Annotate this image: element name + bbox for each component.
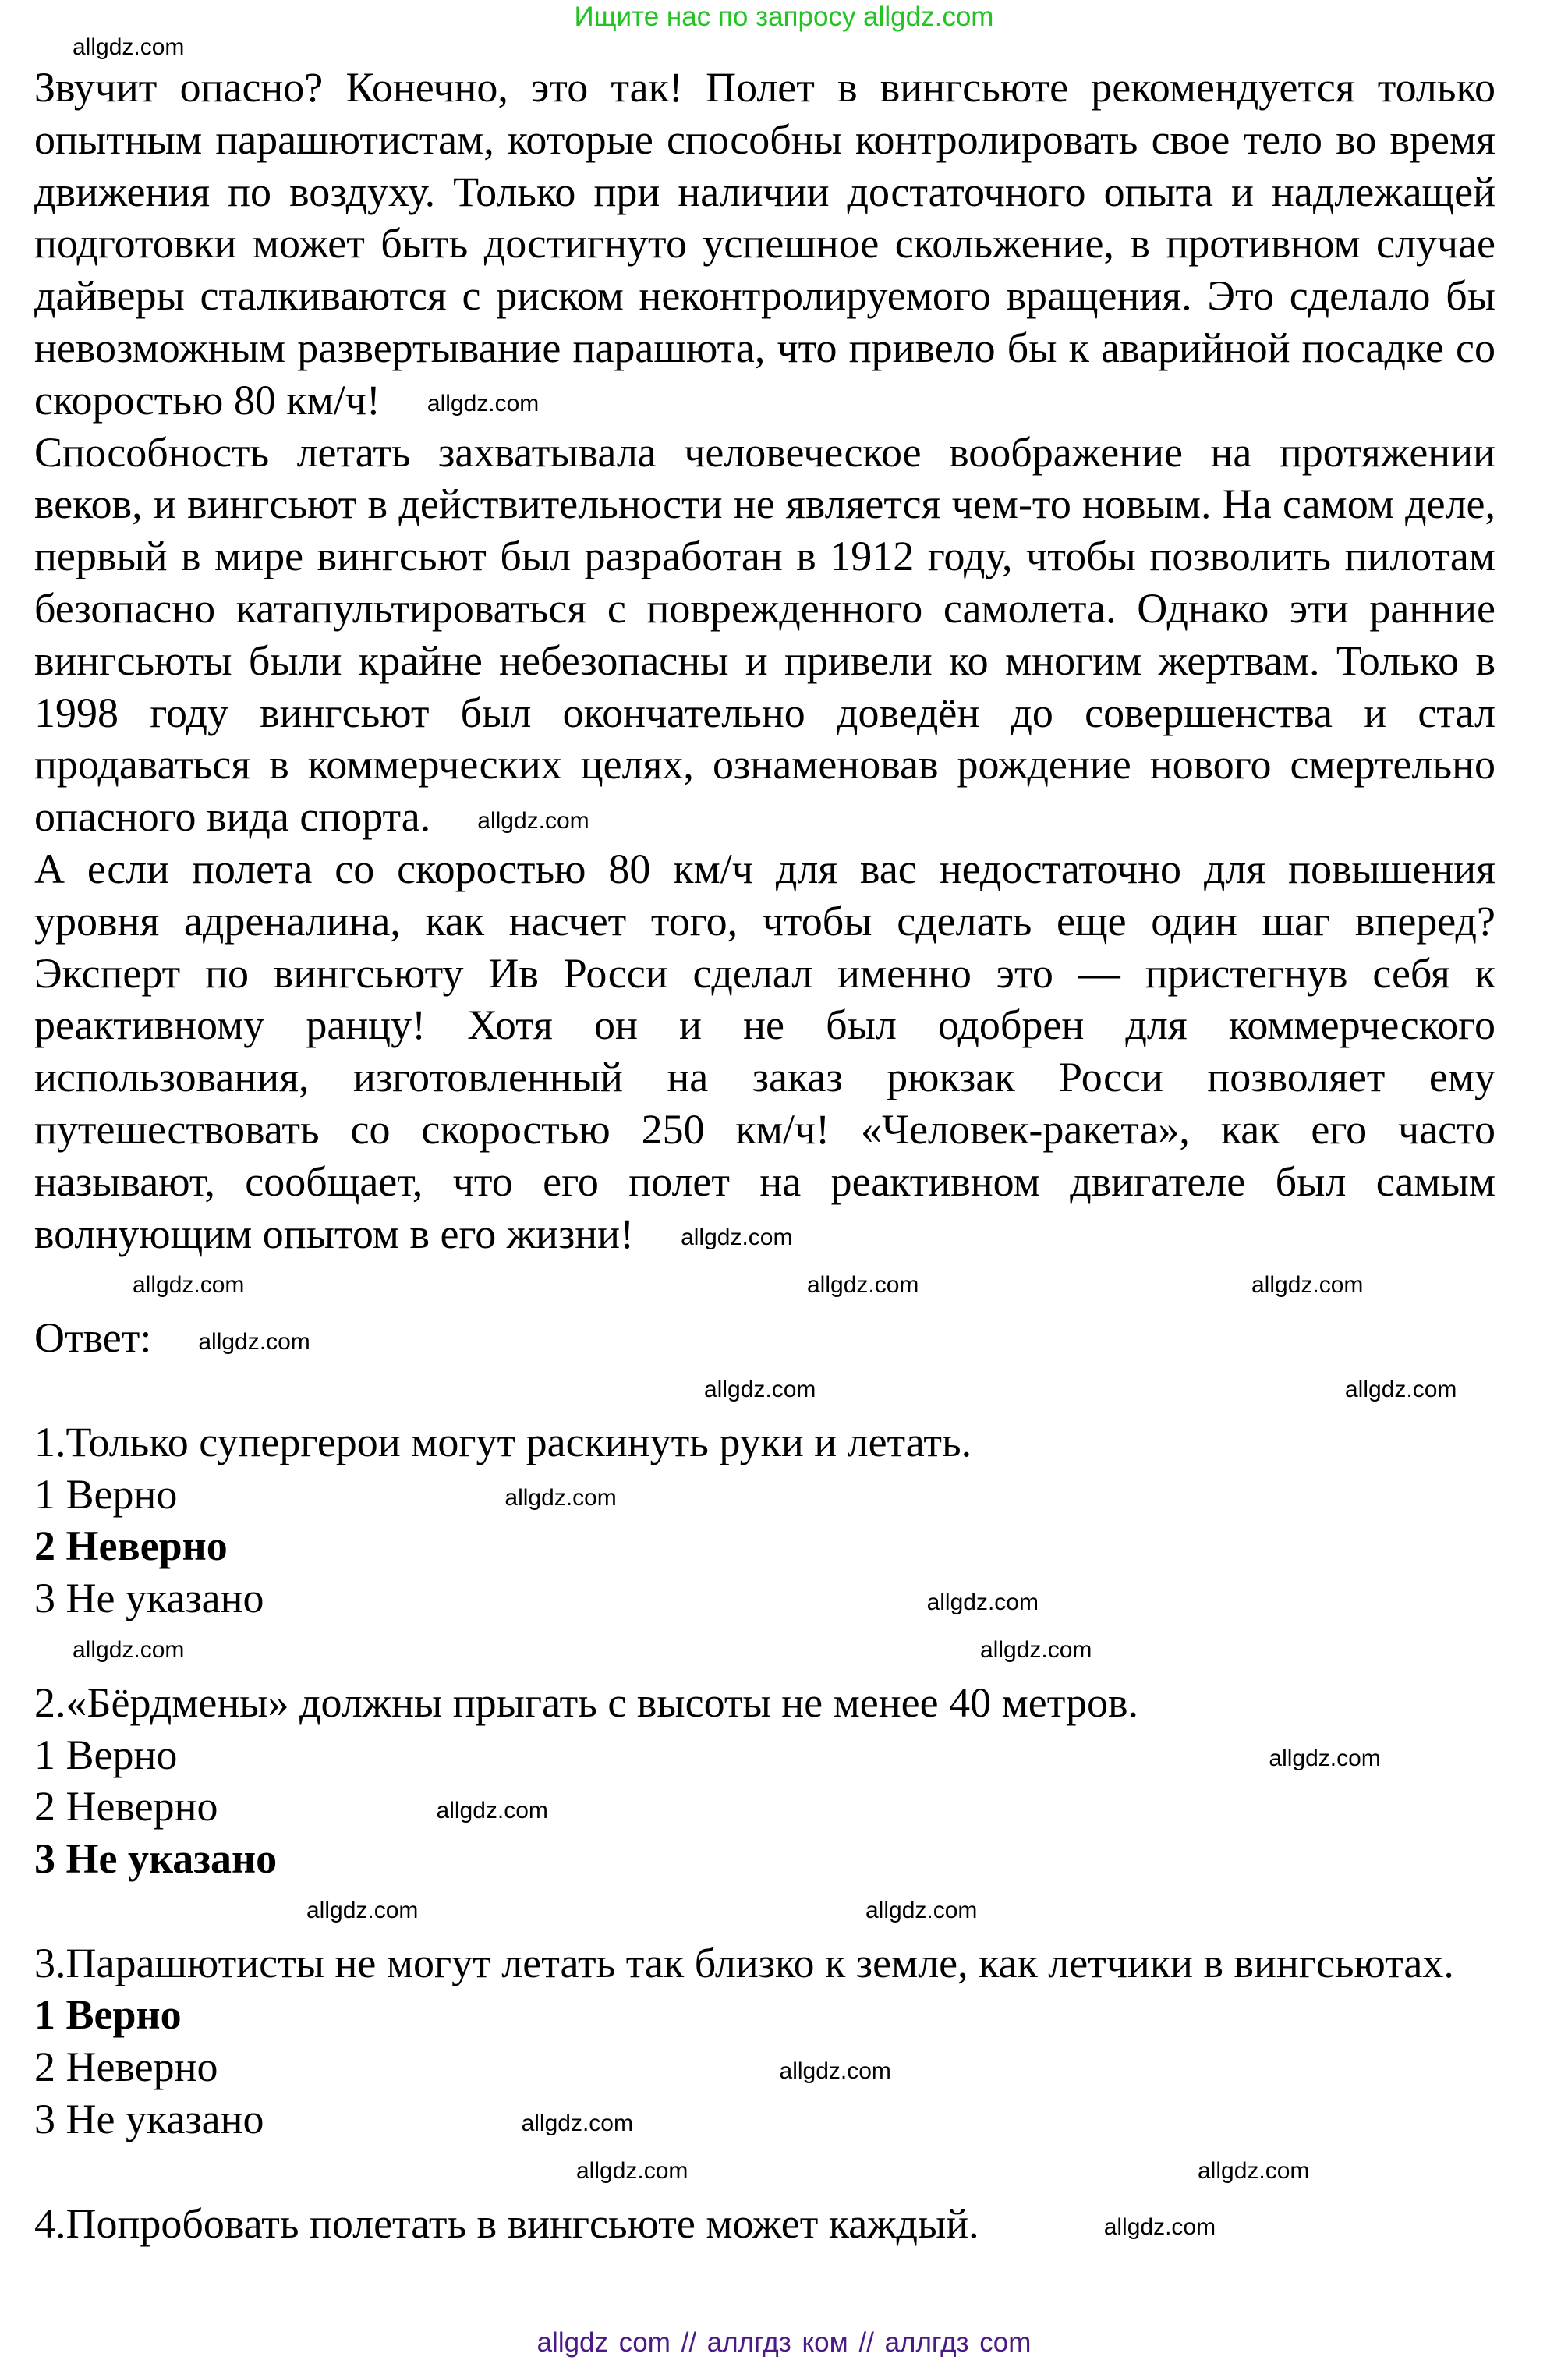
watermark: allgdz.com [865,1897,978,1923]
watermark: allgdz.com [704,1376,816,1402]
question: 2.«Бёрдмены» должны прыгать с высоты не менее 40 метров. [34,1678,1138,1726]
option [34,2093,1495,2146]
watermark: allgdz.com [681,1224,793,1251]
spacer [34,1364,1495,1416]
watermark: allgdz.com [133,1272,245,1299]
question [34,2198,1495,2250]
option-text: 1 Верно [34,1731,178,1778]
option-selected: 2 Неверно [34,1522,228,1570]
option-text: 3 Не указано [34,1575,264,1622]
answer-label: Ответ: [34,1314,152,1362]
option [34,1469,1495,1521]
watermark: allgdz.com [521,2110,633,2136]
spacer [34,1260,1495,1312]
watermark: allgdz.com [1198,2157,1310,2184]
paragraph [34,843,1495,1260]
option [34,1781,1495,1833]
option-selected: 3 Не указано [34,1835,278,1883]
watermark: allgdz.com [1103,2214,1216,2241]
watermark: allgdz.com [807,1272,919,1299]
watermark: allgdz.com [1251,1272,1364,1299]
question: 3.Парашютисты не могут летать так близко к земле, как летчики в вингсьютах. [34,1939,1454,1986]
watermark: allgdz.com [306,1897,419,1923]
watermark: allgdz.com [427,391,540,417]
paragraph-text: Способность летать захватывала человеческое воображение на протяжении веков, и вингсьют в действительности не является чем-то новым. На самом деле, первый в мире вингсьют был разработан в 1912 году, чтобы позволить пилотам безопасно катапультироваться с поврежденного самолета. Однако эти ранние вингсьюты были крайне небезопасны и привели ко многим жертвам. Только в 1998 году вингсьют был окончательно доведён до совершенства и стал продаваться в коммерческих целях, ознаменовав рождение нового смертельно опасного вида спорта. [34,428,1495,841]
option-text: 1 Верно [34,1470,178,1518]
option-text: 2 Неверно [34,1783,218,1831]
watermark: allgdz.com [980,1636,1092,1663]
spacer [34,1885,1495,1937]
watermark: allgdz.com [436,1797,548,1823]
watermark: allgdz.com [504,1485,617,1512]
option [34,2041,1495,2093]
answer-label-line [34,1312,1495,1364]
spacer [34,1625,1495,1677]
watermark: allgdz.com [779,2057,891,2084]
bottom-banner[interactable]: allgdz com // аллгдз ком // аллгдз com [536,2327,1032,2358]
option-text: 2 Неверно [34,2043,218,2091]
watermark: allgdz.com [73,34,185,60]
watermark: allgdz.com [576,2157,688,2184]
question [34,1416,1495,1469]
top-banner[interactable]: Ищите нас по запросу allgdz.com [574,2,994,32]
watermark: allgdz.com [1345,1376,1457,1402]
option-text: 3 Не указано [34,2096,264,2143]
watermark: allgdz.com [73,1636,185,1663]
question-text: 4.Попробовать полетать в вингсьюте может каждый. [34,2199,979,2247]
spacer [34,2146,1495,2198]
option [34,1572,1495,1625]
watermark: allgdz.com [926,1589,1039,1615]
paragraph-text: А если полета со скоростью 80 км/ч для вас недостаточно для повышения уровня адреналина, как насчет того, чтобы сделать еще один шаг вперед? Эксперт по вингсьюту Ив Росси сделал именно это — пристегнув себя к реактивному ранцу! Хотя он и не был одобрен для коммерческого использования, изготовленный на заказ рюкзак Росси позволяет ему путешествовать со скоростью 250 км/ч! «Человек-ракета», как его часто называют, сообщает, что его полет на реактивном двигателе был самым волнующим опытом в его жизни! [34,845,1495,1257]
watermark: allgdz.com [1269,1745,1381,1772]
watermark: allgdz.com [477,807,589,834]
paragraph [34,427,1495,843]
question-text: 1.Только супергерои могут раскинуть руки и летать. [34,1418,972,1465]
option-selected: 1 Верно [34,1991,182,2039]
document-body [34,62,1495,2249]
watermark: allgdz.com [198,1328,310,1355]
paragraph-text: Звучит опасно? Конечно, это так! Полет в вингсьюте рекомендуется только опытным парашютистам, которые способны контролировать свое тело во время движения по воздуху. Только при наличии достаточного опыта и надлежащей подготовки может быть достигнуто успешное скольжение, в противном случае дайверы сталкиваются с риском неконтролируемого вращения. Это сделало бы невозможным развертывание парашюта, что привело бы к аварийной посадке со скоростью 80 км/ч! [34,64,1495,424]
option [34,1729,1495,1781]
paragraph [34,62,1495,427]
